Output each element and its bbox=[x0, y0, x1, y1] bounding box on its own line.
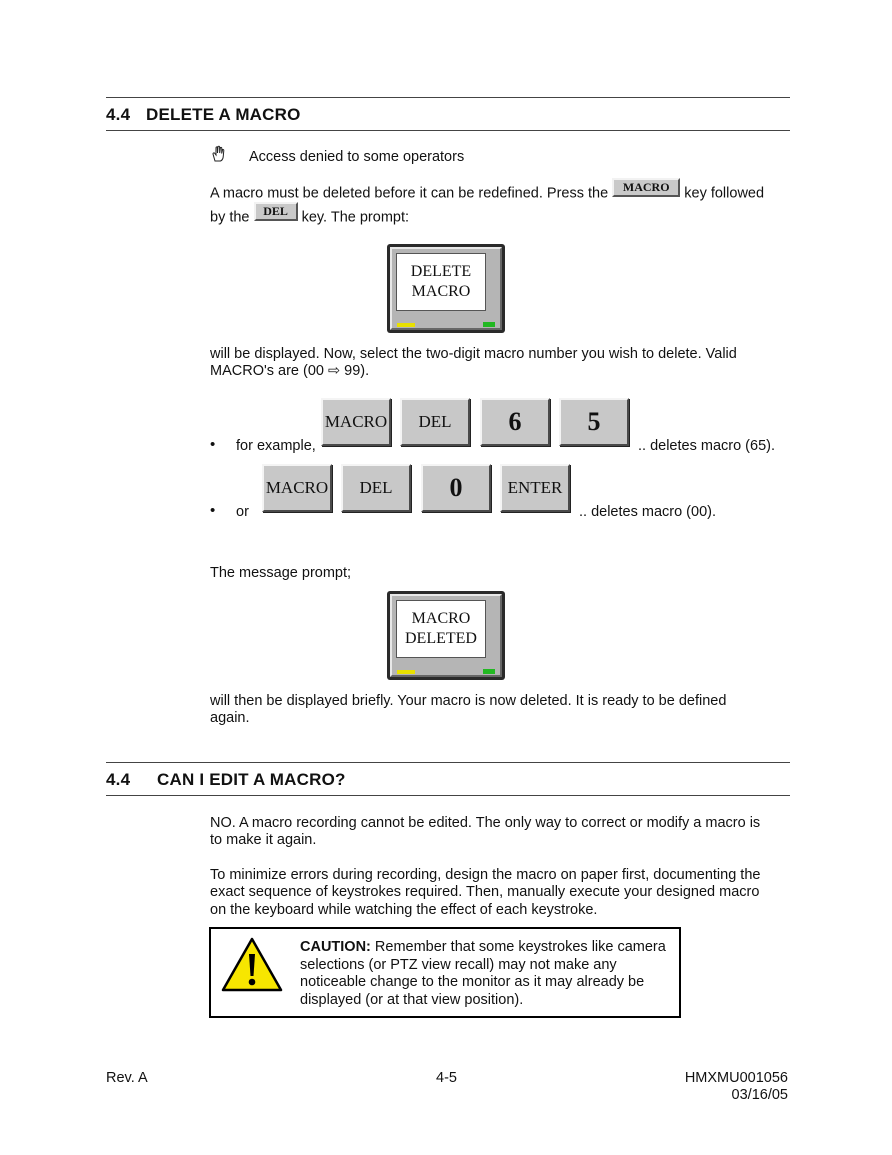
intro-text-d: key. The prompt: bbox=[301, 209, 410, 226]
example2-label: or bbox=[236, 504, 249, 520]
monitor-prompt-delete-macro bbox=[387, 244, 505, 333]
key-macro: MACRO bbox=[262, 464, 332, 512]
key-6: 6 bbox=[480, 398, 550, 446]
key-del: DEL bbox=[400, 398, 470, 446]
section2-top-rule bbox=[106, 762, 790, 763]
example2-result: .. deletes macro (00). bbox=[579, 504, 716, 520]
key-del: DEL bbox=[341, 464, 411, 512]
del-key-inline: DEL bbox=[254, 202, 298, 221]
para1-line2: to make it again. bbox=[210, 832, 317, 848]
monitor-prompt-macro-deleted bbox=[387, 591, 505, 680]
footer-revision: Rev. A bbox=[106, 1070, 148, 1086]
monitor-screen bbox=[396, 600, 486, 658]
monitor-screen bbox=[396, 253, 486, 311]
example1-result: .. deletes macro (65). bbox=[638, 438, 775, 454]
caution-text-1: Remember that some keystrokes like camera bbox=[370, 939, 666, 955]
closing-line1: will then be displayed briefly. Your macro is now deleted. It is ready to be defined bbox=[210, 693, 727, 709]
para2-line2: exact sequence of keystrokes required. Then, manually execute your designed macro bbox=[210, 884, 760, 900]
key-5: 5 bbox=[559, 398, 629, 446]
caution-line2: selections (or PTZ view recall) may not make any bbox=[300, 956, 617, 973]
macro-key-inline: MACRO bbox=[612, 178, 680, 197]
para1-line1: NO. A macro recording cannot be edited. The only way to correct or modify a macro is bbox=[210, 815, 761, 831]
monitor-led-green bbox=[483, 669, 495, 674]
caution-box bbox=[209, 927, 681, 1018]
hand-icon bbox=[210, 145, 228, 163]
caution-line4: displayed (or at that view position). bbox=[300, 991, 524, 1008]
section1-title: DELETE A MACRO bbox=[146, 105, 301, 124]
intro-text-b: key followed bbox=[684, 185, 765, 202]
caution-text bbox=[300, 939, 680, 1009]
intro-text-c: by the bbox=[210, 209, 250, 226]
access-note: Access denied to some operators bbox=[249, 149, 465, 165]
para2-line1: To minimize errors during recording, design the macro on paper first, documenting the bbox=[210, 867, 761, 883]
section2-number: 4.4 bbox=[106, 770, 131, 789]
prompt-line1: MACRO bbox=[411, 610, 471, 627]
key-enter: ENTER bbox=[500, 464, 570, 512]
select-text-line1: will be displayed. Now, select the two-digit macro number you wish to delete. Valid bbox=[210, 346, 737, 362]
para2-line3: on the keyboard while watching the effect of each keystroke. bbox=[210, 902, 598, 918]
prompt-line1: DELETE bbox=[410, 263, 472, 280]
section1-bottom-rule bbox=[106, 130, 790, 131]
prompt-line2: MACRO bbox=[411, 283, 471, 300]
caution-line3: noticeable change to the monitor as it may already be bbox=[300, 974, 645, 990]
select-text-line2: MACRO's are (00 ⇨ 99). bbox=[210, 363, 370, 379]
bullet: • bbox=[210, 436, 216, 453]
prompt-line2: DELETED bbox=[405, 630, 477, 647]
key-0: 0 bbox=[421, 464, 491, 512]
monitor-led-green bbox=[483, 322, 495, 327]
intro-text-a: A macro must be deleted before it can be redefined. Press the bbox=[210, 185, 609, 202]
warning-triangle-icon bbox=[221, 937, 283, 993]
bullet: • bbox=[210, 502, 216, 519]
intro-line1 bbox=[210, 180, 790, 203]
example1-label: for example, bbox=[236, 438, 316, 454]
section1-number: 4.4 bbox=[106, 105, 131, 124]
monitor-led-yellow bbox=[397, 670, 415, 674]
footer-doc-id: HMXMU001056 bbox=[684, 1070, 788, 1086]
caution-line1 bbox=[300, 939, 680, 957]
closing-line2: again. bbox=[210, 710, 250, 726]
key-macro: MACRO bbox=[321, 398, 391, 446]
footer-date: 03/16/05 bbox=[731, 1087, 788, 1103]
section1-top-rule bbox=[106, 97, 790, 98]
caution-label: CAUTION: bbox=[300, 939, 371, 955]
intro-line2 bbox=[210, 204, 790, 227]
section2-title: CAN I EDIT A MACRO? bbox=[157, 770, 346, 789]
section2-bottom-rule bbox=[106, 795, 790, 796]
message-prompt-label: The message prompt; bbox=[210, 565, 352, 581]
monitor-led-yellow bbox=[397, 323, 415, 327]
footer-page-number: 4-5 bbox=[436, 1070, 457, 1086]
